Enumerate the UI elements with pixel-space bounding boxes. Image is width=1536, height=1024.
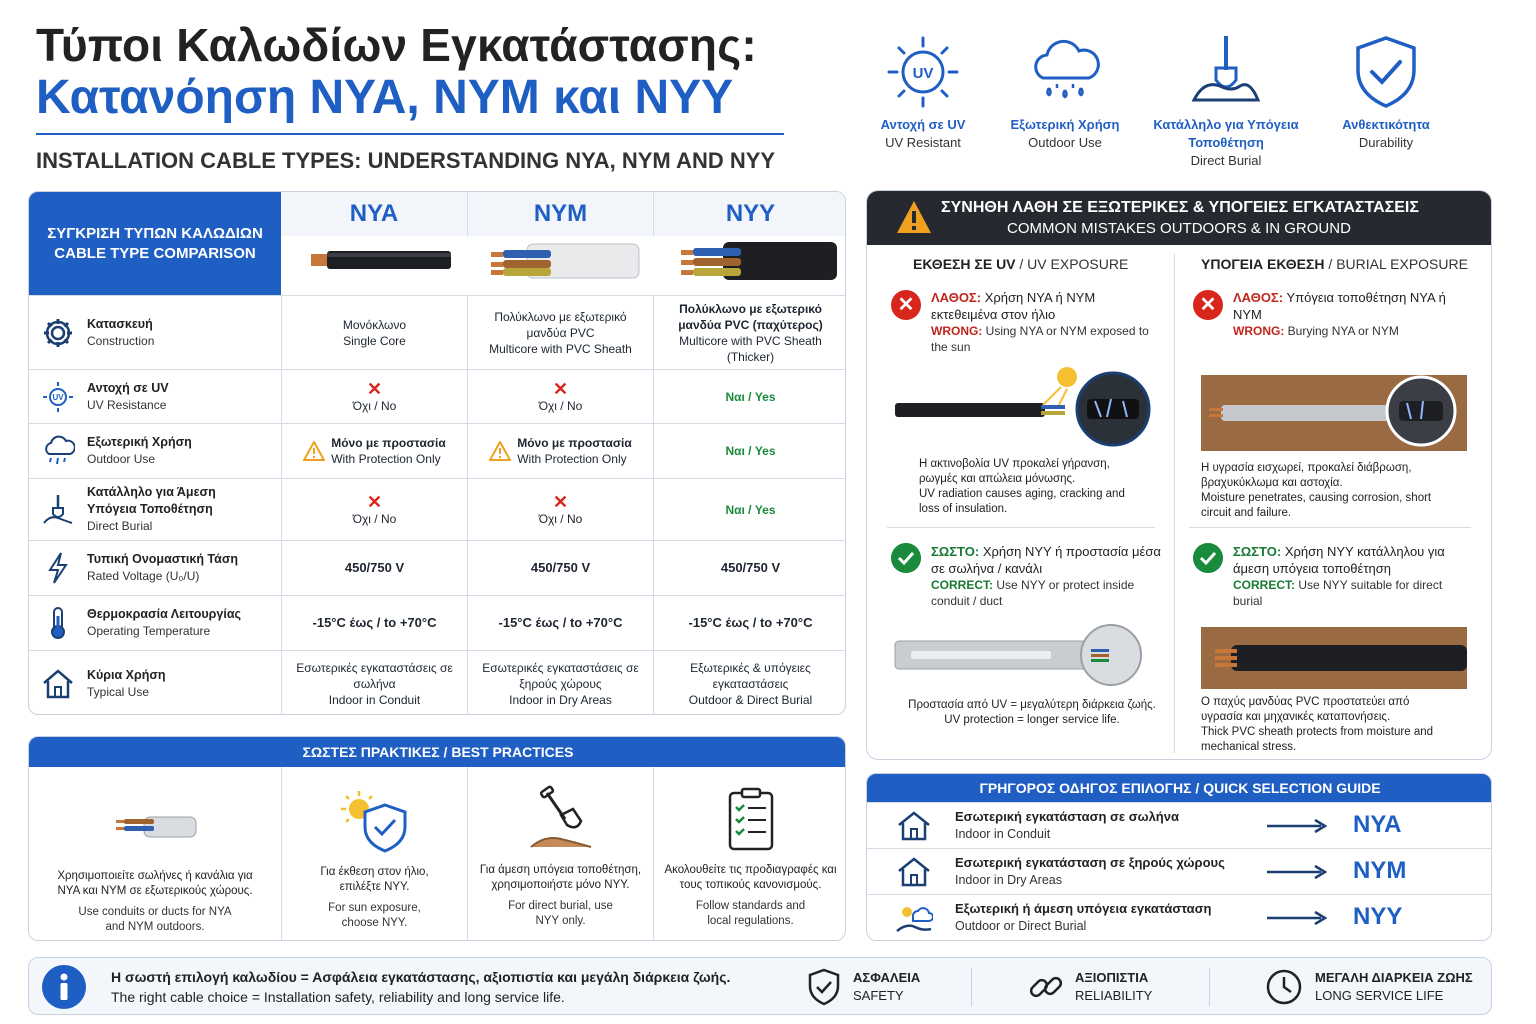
guide-row — [867, 894, 1492, 941]
row-label-gr: Αντοχή σε UV — [87, 380, 169, 395]
feature-label-en: Durability — [1358, 135, 1414, 150]
practice-en: For direct burial, use NYY only. — [508, 900, 613, 927]
table-row — [29, 478, 846, 540]
row-label-gr: Εξωτερική Χρήση — [87, 435, 192, 449]
cross-icon: ✕ — [891, 290, 921, 320]
arrow-right-icon — [1267, 818, 1327, 834]
cell-value: 450/750 V — [344, 560, 405, 575]
rain-cloud-icon — [41, 434, 75, 468]
table-cell — [281, 296, 467, 369]
cable-icon — [110, 791, 200, 861]
best-practices-panel — [28, 736, 846, 941]
heading-en: / UV EXPOSURE — [1019, 256, 1129, 272]
table-cell — [653, 424, 846, 478]
burial-wrong-note — [1201, 461, 1451, 521]
check-icon — [891, 543, 921, 573]
row-label-en: UV Resistance — [87, 397, 167, 412]
rain-cloud-icon — [1027, 34, 1103, 110]
table-cell — [653, 651, 846, 715]
shovel-icon — [521, 785, 601, 855]
guide-row-value: NYA — [1353, 811, 1402, 838]
outdoor-burial-icon — [895, 903, 933, 935]
table-row — [29, 540, 846, 595]
feature-label-gr: Εξωτερική Χρήση — [1010, 117, 1120, 132]
footer-text-en: The right cable choice = Installation safety, reliability and long service life. — [111, 989, 565, 1005]
cross-icon: ✕ — [366, 491, 383, 512]
cell-value: -15°C έως / to +70°C — [688, 615, 813, 630]
page-subtitle: INSTALLATION CABLE TYPES: UNDERSTANDING NYA, NYM AND NYY — [36, 148, 776, 173]
column-header-nym: NYM — [467, 192, 653, 236]
arrow-right-icon — [1267, 864, 1327, 880]
cell-gr: Μόνο με προστασία — [331, 436, 446, 450]
badge-gr: ΑΞΙΟΠΙΣΤΙΑ — [1075, 970, 1149, 985]
cell-value: Όχι / No — [538, 511, 583, 526]
table-cell — [281, 651, 467, 715]
column-divider — [1174, 253, 1175, 753]
conduit-protected-cable-illustration — [891, 623, 1159, 689]
house-icon — [897, 811, 931, 841]
cell-en: Multicore with PVC Sheath — [489, 341, 632, 356]
note-gr: Η υγρασία εισχωρεί, προκαλεί διάβρωση, βραχυκύκλωμα και αστοχία. — [1201, 462, 1412, 489]
row-label-gr: Κατάλληλο για Άμεση Υπόγεια Τοποθέτηση — [87, 485, 216, 516]
chain-link-icon — [1027, 968, 1065, 1006]
row-label — [29, 424, 281, 478]
wrong-label: ΛΑΘΟΣ: — [931, 290, 982, 305]
cross-icon: ✕ — [366, 378, 383, 399]
table-cell — [653, 596, 846, 650]
wrong-gr: Υπόγεια τοποθέτηση NYA ή NYM — [1233, 290, 1446, 322]
divider — [1189, 527, 1471, 528]
wrong-en-label: WRONG: — [931, 324, 983, 338]
column-header-nya: NYA — [281, 192, 467, 236]
table-cell — [653, 296, 846, 369]
table-cell — [281, 596, 467, 650]
warning-icon — [489, 441, 511, 461]
comparison-header-en: CABLE TYPE COMPARISON — [54, 245, 256, 262]
guide-row-en: Indoor in Dry Areas — [955, 873, 1062, 887]
quick-selection-guide — [866, 773, 1492, 941]
table-cell — [653, 541, 846, 595]
cell-en: Single Core — [343, 333, 406, 348]
buried-cable-illustration — [1201, 375, 1467, 451]
guide-row-en: Indoor in Conduit — [955, 827, 1051, 841]
arrow-right-icon — [1267, 910, 1327, 926]
clock-icon — [1265, 968, 1303, 1006]
wrong-gr: Χρήση NYA ή NYM εκτεθειμένα στον ήλιο — [931, 290, 1096, 322]
comparison-table — [28, 191, 846, 715]
nya-cable-image — [281, 236, 467, 294]
cell-gr: Μονόκλωνο — [342, 317, 407, 332]
cell-value: Όχι / No — [352, 398, 397, 413]
uv-sun-icon — [41, 380, 75, 414]
warning-icon — [303, 441, 325, 461]
row-label-gr: Θερμοκρασία Λειτουργίας — [87, 607, 242, 621]
cell-en: With Protection Only — [517, 452, 627, 466]
feature-label-en: Outdoor Use — [1028, 135, 1102, 150]
badge-safety — [807, 966, 967, 1008]
lightning-icon — [41, 551, 75, 585]
practice-gr: Για έκθεση στον ήλιο, επιλέξτε NYY. — [320, 866, 429, 893]
mistakes-title-en: COMMON MISTAKES OUTDOORS & IN GROUND — [1007, 220, 1351, 237]
shield-check-icon — [1348, 34, 1424, 110]
guide-row — [867, 848, 1492, 894]
uv-wrong-note — [919, 457, 1139, 517]
gear-icon — [41, 316, 75, 350]
mistakes-header — [867, 191, 1492, 245]
note-en: UV protection = longer service life. — [944, 714, 1120, 726]
feature-outdoor — [995, 34, 1135, 152]
badge-gr: ΑΣΦΑΛΕΙΑ — [853, 970, 921, 985]
divider — [1209, 968, 1210, 1006]
feature-label-gr: Ανθεκτικότητα — [1342, 117, 1430, 132]
burial-correct-text — [1233, 543, 1473, 609]
practice-gr: Ακολουθείτε τις προδιαγραφές και τους τοπικούς κανονισμούς. — [664, 864, 837, 891]
row-label — [29, 479, 281, 540]
row-label — [29, 296, 281, 369]
divider — [887, 527, 1155, 528]
badge-long-life — [1265, 966, 1485, 1008]
badge-en: LONG SERVICE LIFE — [1315, 988, 1444, 1003]
cell-value: Όχι / No — [352, 511, 397, 526]
row-label-en: Typical Use — [87, 684, 150, 699]
correct-gr: Χρήση NYY ή προστασία μέσα σε σωλήνα / κανάλι — [931, 544, 1161, 576]
cell-value: Ναι / Yes — [725, 502, 776, 517]
common-mistakes-panel — [866, 190, 1492, 760]
sun-shield-icon — [335, 787, 415, 857]
table-cell — [467, 651, 653, 715]
wrong-en: Using NYA or NYM exposed to the sun — [931, 324, 1149, 354]
practice-gr: Χρησιμοποιείτε σωλήνες ή κανάλια για NYA και NYM σε εξωτερικούς χώρους. — [57, 870, 253, 897]
feature-label-gr: Αντοχή σε UV — [880, 117, 966, 132]
info-icon — [41, 964, 87, 1010]
guide-row-gr: Εξωτερική ή άμεση υπόγεια εγκατάσταση — [955, 901, 1212, 916]
practice-en: Use conduits or ducts for NYA and NYM outdoors. — [78, 906, 232, 933]
house-icon — [41, 667, 75, 701]
heading-gr: ΥΠΟΓΕΙΑ ΕΚΘΕΣΗ — [1201, 256, 1325, 272]
table-cell — [281, 541, 467, 595]
comparison-header — [29, 192, 281, 295]
svg-text:UV: UV — [912, 65, 934, 82]
badge-en: SAFETY — [853, 988, 904, 1003]
uv-exposure-heading — [913, 256, 1128, 272]
table-cell — [653, 370, 846, 423]
best-practice-item — [281, 767, 467, 941]
table-cell — [467, 296, 653, 369]
table-cell — [467, 424, 653, 478]
guide-row-gr: Εσωτερική εγκατάσταση σε ξηρούς χώρους — [955, 855, 1225, 870]
nyy-buried-cable-illustration — [1201, 627, 1467, 689]
mistakes-title-gr: ΣΥΝΗΘΗ ΛΑΘΗ ΣΕ ΕΞΩΤΕΡΙΚΕΣ & ΥΠΟΓΕΙΕΣ ΕΓΚΑΤΑΣΤΑΣΕΙΣ — [941, 199, 1419, 216]
heading-en: / BURIAL EXPOSURE — [1328, 256, 1468, 272]
shovel-icon — [41, 493, 75, 527]
row-label-gr: Κατασκευή — [87, 316, 153, 331]
house-icon — [897, 857, 931, 887]
uv-sun-icon — [885, 34, 961, 110]
table-cell — [281, 370, 467, 423]
title-divider — [36, 133, 784, 135]
feature-burial — [1146, 34, 1306, 170]
badge-en: RELIABILITY — [1075, 988, 1153, 1003]
shovel-icon — [1188, 34, 1264, 110]
page-title: Τύποι Καλωδίων Εγκατάστασης: — [36, 19, 757, 71]
note-en: Thick PVC sheath protects from moisture and mechanical stress. — [1201, 726, 1434, 753]
best-practices-header: ΣΩΣΤΕΣ ΠΡΑΚΤΙΚΕΣ / BEST PRACTICES — [29, 737, 846, 767]
cell-gr: Μόνο με προστασία — [517, 436, 632, 450]
cell-value: Ναι / Yes — [725, 444, 776, 458]
thermometer-icon — [41, 606, 75, 640]
burial-exposure-heading — [1201, 256, 1468, 272]
row-label-en: Rated Voltage (U₀/U) — [87, 569, 200, 583]
burial-wrong-text — [1233, 289, 1469, 339]
note-gr: Ο παχύς μανδύας PVC προστατεύει από υγρασία και μηχανικές καταπονήσεις. — [1201, 696, 1410, 723]
cell-en: Indoor in Dry Areas — [509, 692, 612, 707]
correct-en-label: CORRECT: — [931, 578, 993, 592]
best-practice-item — [653, 767, 846, 941]
cross-icon: ✕ — [552, 378, 569, 399]
table-cell — [281, 424, 467, 478]
row-label-en: Construction — [87, 333, 155, 348]
cell-gr: Εσωτερικές εγκαταστάσεις σε ξηρούς χώρους — [482, 660, 639, 691]
row-label-en: Outdoor Use — [87, 452, 156, 466]
note-en: UV radiation causes aging, cracking and loss of insulation. — [919, 488, 1125, 515]
row-label — [29, 370, 281, 423]
cell-en: Outdoor & Direct Burial — [688, 692, 813, 707]
svg-text:UV: UV — [52, 392, 64, 402]
heading-gr: ΕΚΘΕΣΗ ΣΕ UV — [913, 256, 1016, 272]
guide-row-gr: Εσωτερική εγκατάσταση σε σωλήνα — [955, 809, 1179, 824]
footer-banner — [28, 957, 1492, 1015]
correct-gr: Χρήση NYY κατάλληλου για άμεση υπόγεια τοποθέτηση — [1233, 544, 1445, 576]
best-practice-item — [29, 767, 281, 941]
row-label-gr: Κύρια Χρήση — [87, 667, 166, 682]
badge-reliability — [1027, 966, 1207, 1008]
quick-guide-header: ΓΡΗΓΟΡΟΣ ΟΔΗΓΟΣ ΕΠΙΛΟΓΗΣ / QUICK SELECTION GUIDE — [867, 774, 1492, 802]
feature-label-en: UV Resistant — [885, 135, 961, 150]
row-label-en: Operating Temperature — [87, 624, 211, 638]
wrong-en: Burying NYA or NYM — [1287, 324, 1399, 338]
guide-row — [867, 802, 1492, 848]
burial-correct-note — [1201, 695, 1451, 755]
uv-correct-text — [931, 543, 1161, 609]
correct-en: Use NYY or protect inside conduit / duct — [931, 578, 1135, 608]
cell-en: Indoor in Conduit — [328, 692, 421, 707]
badge-gr: ΜΕΓΑΛΗ ΔΙΑΡΚΕΙΑ ΖΩΗΣ — [1315, 970, 1473, 985]
table-cell — [467, 541, 653, 595]
cross-icon: ✕ — [1193, 290, 1223, 320]
guide-row-en: Outdoor or Direct Burial — [955, 919, 1087, 933]
note-gr: Προστασία από UV = μεγαλύτερη διάρκεια ζωής. — [908, 699, 1156, 711]
correct-en-label: CORRECT: — [1233, 578, 1295, 592]
row-label — [29, 651, 281, 715]
correct-label: ΣΩΣΤΟ: — [1233, 544, 1282, 559]
note-en: Moisture penetrates, causing corrosion, short circuit and failure. — [1201, 492, 1432, 519]
cell-value: Ναι / Yes — [725, 389, 776, 404]
cell-gr: Πολύκλωνο με εξωτερικό μανδύα PVC — [494, 309, 627, 340]
correct-label: ΣΩΣΤΟ: — [931, 544, 980, 559]
cell-value: -15°C έως / to +70°C — [498, 615, 623, 630]
feature-label-gr: Κατάλληλο για Υπόγεια Τοποθέτηση — [1153, 117, 1299, 150]
cross-icon: ✕ — [552, 491, 569, 512]
uv-exposed-cable-illustration — [891, 367, 1159, 451]
table-cell — [467, 479, 653, 540]
table-row — [29, 595, 846, 650]
guide-row-value: NYY — [1353, 903, 1403, 930]
column-header-nyy: NYY — [653, 192, 846, 236]
nyy-cable-image — [653, 236, 846, 294]
cell-en: With Protection Only — [331, 452, 441, 466]
guide-row-value: NYM — [1353, 857, 1407, 884]
correct-en: Use NYY suitable for direct burial — [1233, 578, 1443, 608]
table-cell — [653, 479, 846, 540]
checklist-icon — [716, 785, 786, 855]
feature-label-en: Direct Burial — [1190, 153, 1262, 168]
table-row — [29, 369, 846, 423]
table-cell — [467, 370, 653, 423]
page-title-line2: Κατανόηση NYA, NYM και NYY — [36, 71, 734, 124]
cell-gr: Πολύκλωνο με εξωτερικό μανδύα PVC (παχύτερος) — [678, 301, 823, 332]
table-row — [29, 295, 846, 369]
best-practice-item — [467, 767, 653, 941]
practice-en: For sun exposure, choose NYY. — [328, 902, 421, 929]
table-row — [29, 650, 846, 715]
feature-durability — [1316, 34, 1456, 152]
row-label — [29, 596, 281, 650]
footer-text-gr: Η σωστή επιλογή καλωδίου = Ασφάλεια εγκατάστασης, αξιοπιστία και μεγάλη διάρκεια ζωής. — [111, 969, 731, 985]
cell-value: 450/750 V — [530, 560, 591, 575]
uv-correct-note — [897, 698, 1167, 728]
row-label-gr: Τυπική Ονομαστική Τάση — [87, 552, 239, 566]
cell-value: -15°C έως / to +70°C — [312, 615, 437, 630]
cell-en: Multicore with PVC Sheath (Thicker) — [679, 333, 822, 364]
feature-uv — [853, 34, 993, 152]
cell-gr: Εξωτερικές & υπόγειες εγκαταστάσεις — [690, 660, 811, 691]
cell-value: Όχι / No — [538, 398, 583, 413]
note-gr: Η ακτινοβολία UV προκαλεί γήρανση, ρωγμές και απώλεια μόνωσης. — [919, 458, 1110, 485]
wrong-label: ΛΑΘΟΣ: — [1233, 290, 1284, 305]
table-cell — [281, 479, 467, 540]
nym-cable-image — [467, 236, 653, 294]
practice-gr: Για άμεση υπόγεια τοποθέτηση, χρησιμοποιήστε μόνο NYY. — [479, 864, 642, 891]
cell-value: 450/750 V — [720, 560, 781, 575]
table-cell — [467, 596, 653, 650]
comparison-header-gr: ΣΥΓΚΡΙΣΗ ΤΥΠΩΝ ΚΑΛΩΔΙΩΝ — [47, 225, 263, 242]
uv-wrong-text — [931, 289, 1151, 355]
row-label-en: Direct Burial — [87, 519, 153, 533]
practice-en: Follow standards and local regulations. — [695, 900, 806, 927]
table-row — [29, 423, 846, 478]
wrong-en-label: WRONG: — [1233, 324, 1285, 338]
row-label — [29, 541, 281, 595]
cell-gr: Εσωτερικές εγκαταστάσεις σε σωλήνα — [296, 660, 453, 691]
check-icon — [1193, 543, 1223, 573]
shield-check-icon — [807, 968, 841, 1006]
divider — [971, 968, 972, 1006]
warning-icon — [895, 199, 933, 235]
